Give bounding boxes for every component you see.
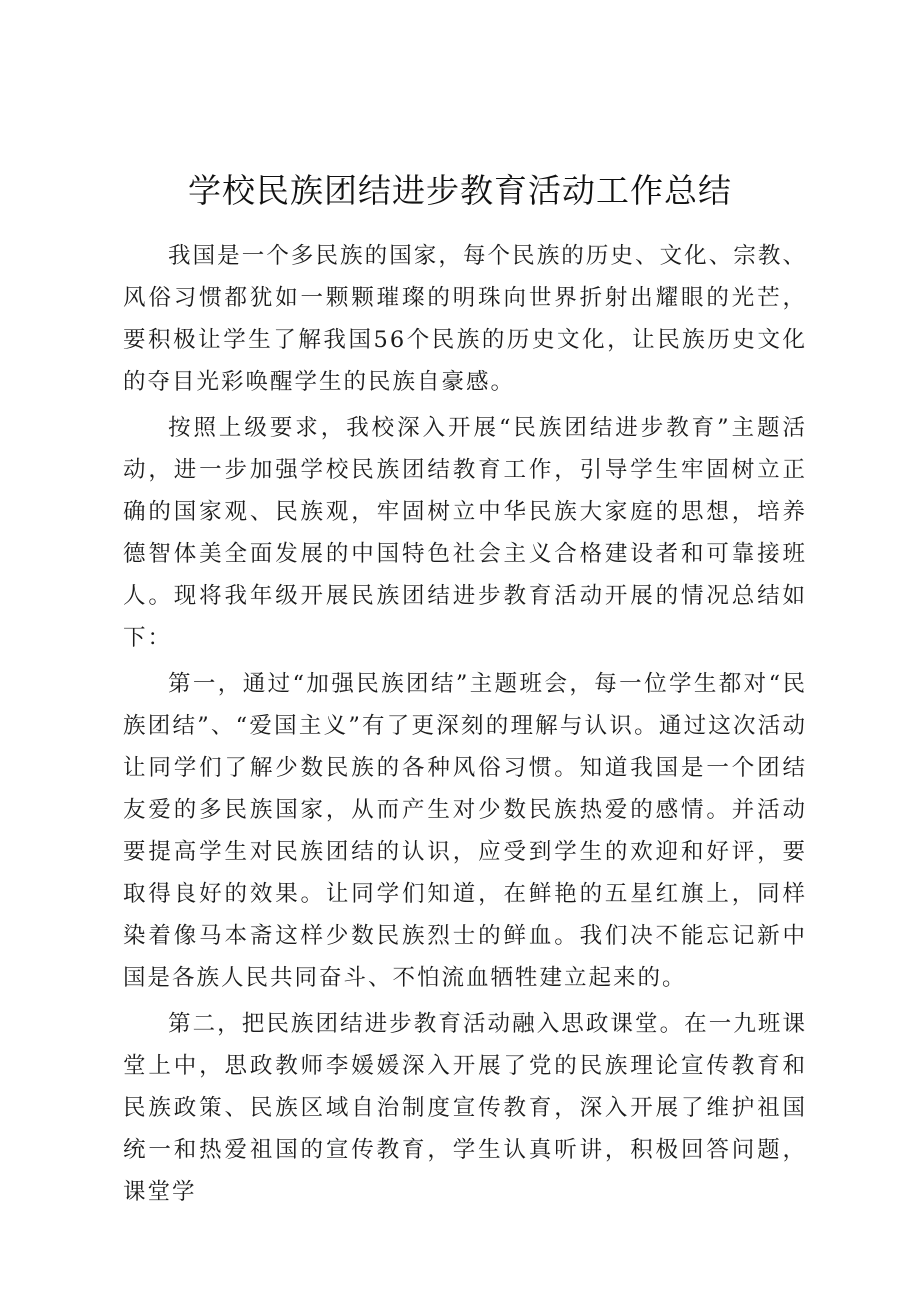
paragraph-intro: 我国是一个多民族的国家，每个民族的历史、文化、宗教、风俗习惯都犹如一颗颗璀璨的明珠向世界折射出耀眼的光芒，要积极让学生了解我国56个民族的历史文化，让民族历史文化的夺目光彩唤醒学生的民族自豪感。 xyxy=(123,243,807,395)
document-title: 学校民族团结进步教育活动工作总结 xyxy=(188,171,732,210)
paragraph-second-point: 第二，把民族团结进步教育活动融入思政课堂。在一九班课堂上中，思政教师李媛媛深入开展了党的民族理论宣传教育和民族政策、民族区域自治制度宣传教育，深入开展了维护祖国统一和热爱祖国的宣传教育，学生认真听讲，积极回答问题，课堂学 xyxy=(123,1011,807,1205)
paragraph-requirements: 按照上级要求，我校深入开展“民族团结进步教育”主题活动，进一步加强学校民族团结教育工作，引导学生牢固树立正确的国家观、民族观，牢固树立中华民族大家庭的思想，培养德智体美全面发展的中国特色社会主义合格建设者和可靠接班人。现将我年级开展民族团结进步教育活动开展的情况总结如下： xyxy=(123,415,807,651)
document-body xyxy=(123,235,807,1217)
paragraph-first-point: 第一，通过“加强民族团结”主题班会，每一位学生都对“民族团结”、“爱国主义”有了更深刻的理解与认识。通过这次活动让同学们了解少数民族的各种风俗习惯。知道我国是一个团结友爱的多民族国家，从而产生对少数民族热爱的感情。并活动要提高学生对民族团结的认识，应受到学生的欢迎和好评，要取得良好的效果。让同学们知道，在鲜艳的五星红旗上，同样染着像马本斋这样少数民族烈士的鲜血。我们决不能忘记新中国是各族人民共同奋斗、不怕流血牺牲建立起来的。 xyxy=(123,671,807,991)
